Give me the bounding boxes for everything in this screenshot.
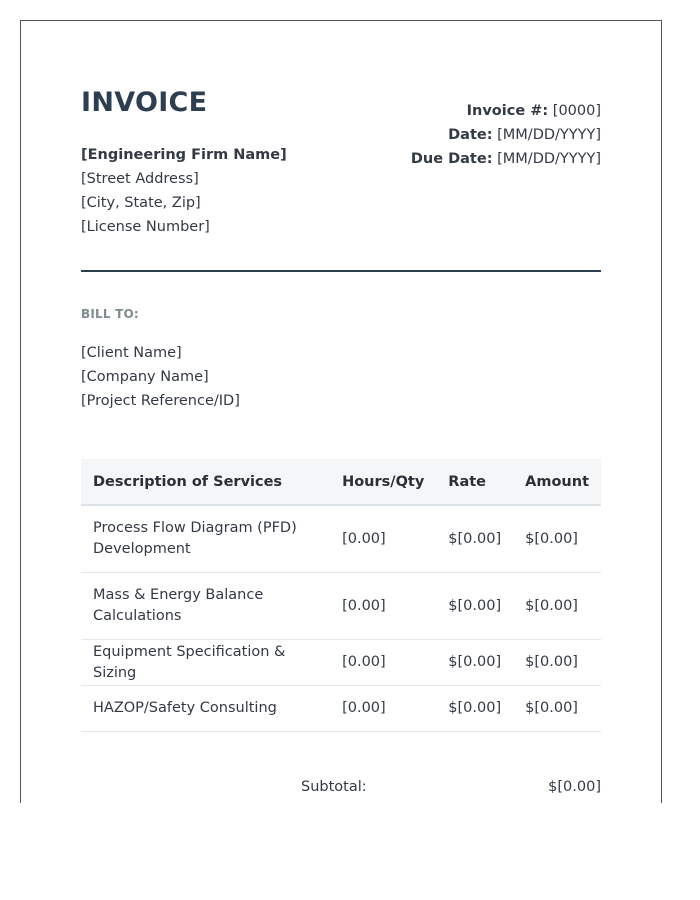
service-hours: [0.00]	[330, 686, 436, 732]
client-name: [Client Name]	[81, 345, 182, 361]
invoice-date-label: Date:	[448, 127, 493, 143]
column-header-amount: Amount	[513, 459, 601, 505]
service-rate: $[0.00]	[436, 505, 513, 573]
service-rate: $[0.00]	[436, 573, 513, 640]
table-row	[81, 640, 601, 686]
service-hours: [0.00]	[330, 573, 436, 640]
due-date-line	[411, 147, 601, 171]
invoice-meta-block	[411, 99, 601, 171]
service-description: Mass & Energy Balance Calculations	[81, 573, 330, 640]
firm-address-block	[81, 143, 287, 239]
subtotal-value: $[0.00]	[548, 779, 601, 795]
company-name: [Company Name]	[81, 369, 209, 385]
table-header-row	[81, 459, 601, 505]
bill-to-label: BILL TO:	[81, 307, 139, 321]
subtotal-label: Subtotal:	[301, 779, 367, 795]
firm-name: [Engineering Firm Name]	[81, 147, 287, 163]
invoice-number-line	[411, 99, 601, 123]
table-row	[81, 505, 601, 573]
firm-street: [Street Address]	[81, 171, 199, 187]
invoice-number-value: [0000]	[552, 103, 601, 119]
service-amount: $[0.00]	[513, 686, 601, 732]
service-amount: $[0.00]	[513, 505, 601, 573]
bill-to-block	[81, 341, 240, 413]
firm-license: [License Number]	[81, 219, 210, 235]
column-header-rate: Rate	[436, 459, 513, 505]
service-rate: $[0.00]	[436, 686, 513, 732]
invoice-title: INVOICE	[81, 87, 208, 118]
header-divider	[81, 270, 601, 272]
invoice-date-line	[411, 123, 601, 147]
service-description: Process Flow Diagram (PFD) Development	[81, 505, 330, 573]
due-date-label: Due Date:	[410, 151, 493, 167]
service-hours: [0.00]	[330, 505, 436, 573]
project-reference: [Project Reference/ID]	[81, 393, 240, 409]
service-amount: $[0.00]	[513, 573, 601, 640]
column-header-description: Description of Services	[81, 459, 330, 505]
firm-city: [City, State, Zip]	[81, 195, 201, 211]
service-description: Equipment Specification & Sizing	[81, 640, 330, 686]
due-date-value: [MM/DD/YYYY]	[497, 151, 601, 167]
invoice-date-value: [MM/DD/YYYY]	[497, 127, 601, 143]
table-row	[81, 573, 601, 640]
service-hours: [0.00]	[330, 640, 436, 686]
invoice-number-label: Invoice #:	[466, 103, 549, 119]
service-description: HAZOP/Safety Consulting	[81, 686, 330, 732]
services-table	[81, 459, 601, 732]
column-header-hours: Hours/Qty	[330, 459, 436, 505]
invoice-sheet	[20, 20, 662, 803]
table-row	[81, 686, 601, 732]
service-rate: $[0.00]	[436, 640, 513, 686]
service-amount: $[0.00]	[513, 640, 601, 686]
